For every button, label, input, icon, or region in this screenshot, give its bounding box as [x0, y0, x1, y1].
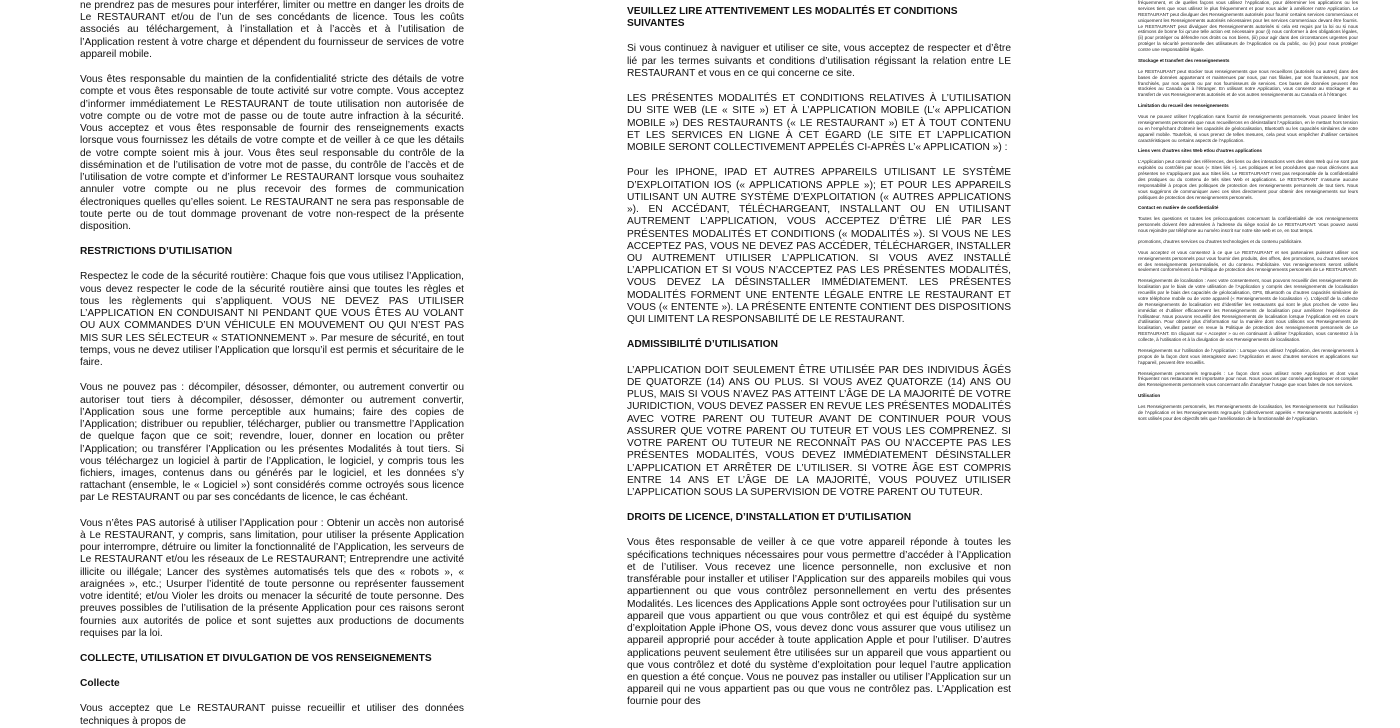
limit-heading: Limitation du recueil des renseignements: [1138, 103, 1229, 109]
right-column: [1138, 0, 1358, 500]
middle-column: [627, 0, 1011, 708]
unauthorized-use-paragraph: Vous n’êtes PAS autorisé à utiliser l’Application pour : Obtenir un accès non autorisé à Le RESTAURANT, y compris, sans limitation, pour utiliser la présente Application pour interrompre, détruire ou limiter la fonctionnalité de l’Application, les serveurs de Le RESTAURANT et/ou les réseaux de Le RESTAURANT; Entreprendre une activité illicite ou illégale; Lancer des systèmes automatisés tels que des « robots », « araignées », etc.; Usurper l’identité de toute personne ou représenter faussement votre identité; et/ou Violer les droits ou menacer la sécurité de toute personne. Des preuves possibles de l’utilisation de la présente Application pour ces raisons seront fournies aux autorités de police et sont sujettes aux productions de documents requises par la loi.: [80, 517, 464, 639]
collection-heading: COLLECTE, UTILISATION ET DIVULGATION DE VOS RENSEIGNEMENTS: [80, 653, 432, 665]
admissibility-heading: ADMISSIBILITÉ D’UTILISATION: [627, 339, 778, 351]
consent-paragraph: Vous acceptez et vous consentez à ce que Le RESTAURANT et ses partenaires puissent utiliser vos renseignements personnels pour vous fournir des produits, des offres, des promotions, ou d’autres services et des renseignements personnalisés, et du contenu. Publicitaire. Vos renseignements seront utilisés seulement conformément à la Politique de protection des renseignements personnels de Le RESTAURANT.: [1138, 249, 1358, 273]
collecte-paragraph: Vous acceptez que Le RESTAURANT puisse recueillir et utiliser des données techniques à propos de: [80, 703, 464, 727]
restrictions-heading: RESTRICTIONS D’UTILISATION: [80, 246, 233, 258]
storage-paragraph: Le RESTAURANT peut stocker tous renseignements que nous recueillons (autorisés ou autres) dans des bases de données appartenant et maintenues par nous, par nos filiales, par nos fournisseurs, par nos franchisés, par nos agents ou par nos fournisseurs de services. Ces bases de données peuvent être stockées au Canada ou à l’étranger. En utilisant notre Application, vous consentez au stockage et au transfert de vos Renseignements autorisés et de vos autres renseignements au Canada et à l’étranger.: [1138, 68, 1358, 98]
usage-paragraph: Renseignements sur l’utilisation de l’Application : Lorsque vous utilisez l’Application, des renseignements à propos de la façon dont vous interagissez avec l’Application et avec d’autres services et applications sur l’appareil, peuvent être recueillis.: [1138, 347, 1358, 365]
promotions-paragraph: promotions, d’autres services ou d’autres technologies et du contenu publicitaire.: [1138, 238, 1303, 244]
aggregated-paragraph: Renseignements personnels regroupés : Le façon dont vous utilisez notre Application et dont vous fréquentez nos restaurants est importante pour nous. Nous pouvons par conséquent regrouper et compiler des Renseignements personnels vous concernant afin d’analyser l’usage que vous faites de nos services.: [1138, 370, 1358, 388]
terms-paragraph: LES PRÉSENTES MODALITÉS ET CONDITIONS RELATIVES À L’UTILISATION DU SITE WEB (LE « SITE ») ET À L’APPLICATION MOBILE (L’« APPLICATION MOBILE ») DES RESTAURANTS (« LE RESTAURANT ») ET À TOUT CONTENU ET LES SERVICES EN LIGNE À CET ÉGARD (LE SITE ET L’APPLICATION MOBILE SERONT COLLECTIVEMENT APPELÉS CI-APRÈS L’« APPLICATION ») :: [627, 93, 1011, 154]
decompile-paragraph: Vous ne pouvez pas : décompiler, désosser, démonter, ou autrement convertir ou autoriser tout tiers à décompiler, désosser, démonter ou autrement convertir, l’Application sous une forme perceptible aux humains; faire des copies de l’Application; distribuer ou republier, télécharger, publier ou transmettre l’Application de quelque façon que ce soit; revendre, louer, donner en location ou prêter l’Application; ou transférer l’Application ou les présentes Modalités à tout tiers. Si vous téléchargez un logiciel à partir de l’Application, le logiciel, y compris tous les fichiers, images, contenus dans ou générés par le logiciel, et les données s’y rattachant (ensemble, le « Logiciel ») sont considérés comme octroyés sous licence par Le RESTAURANT ou par ses concédants de licence, le cas échéant.: [80, 382, 464, 504]
contact-heading: Contact en matière de confidentialité: [1138, 205, 1219, 211]
intro-paragraph: ne prendrez pas de mesures pour interférer, limiter ou mettre en danger les droits de Le RESTAURANT et/ou de l’un de ses concédants de licence. Tous les coûts associés au téléchargement, à l’installation et à l’accès et à l’utilisation de l’Application restent à votre charge et dépendent du fournisseur de services de votre appareil mobile.: [80, 0, 464, 60]
links-heading: Liens vers d’autres sites Web et/ou d’autres applications: [1138, 148, 1262, 154]
iphone-paragraph: Pour les IPHONE, IPAD ET AUTRES APPAREILS UTILISANT LE SYSTÈME D’EXPLOITATION IOS (« APPLICATIONS APPLE »); ET POUR LES APPAREILS UTILISANT UN AUTRE SYSTÈME D’EXPLOITATION (« AUTRES APPLICATIONS »). EN ACCÉDANT, TÉLÉCHARGEANT, INSTALLANT OU EN UTILISANT AUTREMENT L’APPLICATION, VOUS ACCEPTEZ D’ÊTRE LIÉ PAR LES PRÉSENTES MODALITÉS ET CONDITIONS (« MODALITÉS »). SI VOUS NE LES ACCEPTEZ PAS, VOUS NE DEVEZ PAS ACCÉDER, TÉLÉCHARGER, INSTALLER OU AUTREMENT UTILISER L’APPLICATION. SI VOUS AVEZ INSTALLÉ L’APPLICATION ET SI VOUS N’ACCEPTEZ PAS LES PRÉSENTES MODALITÉS, VOUS DEVEZ LA DÉSINSTALLER IMMÉDIATEMENT. LES PRÉSENTES MODALITÉS FORMENT UNE ENTENTE LÉGALE ENTRE LE RESTAURANT ET VOUS (« ENTENTE »). LA PRÉSENTE ENTENTE CONTIENT DES DISPOSITIONS QUI LIMITENT LA RESPONSABILITÉ DE LE RESTAURANT.: [627, 167, 1011, 326]
left-column: [80, 0, 464, 727]
collecte-subheading: Collecte: [80, 678, 120, 690]
location-paragraph: Renseignements de localisation : Avec votre consentement, nous pouvons recueillir des renseignements de localisation par le biais de votre utilisation de l’Application y compris des renseignements de localisation recueillis par le biais des capacités de géolocalisation, GPS, Bluetooth ou d’autres capacités similaires de votre téléphone mobile ou de votre appareil (« Renseignements de localisation »). L’objectif de la collecte de Renseignements de localisation est d’identifier les restaurants qui sont le plus proches de votre lieu immédiat et d’utiliser efficacement les Renseignements de localisation pour améliorer l’expérience de l’utilisateur. Nous pouvons recueillir des Renseignements de localisation lorsque l’Application est en cours d’utilisation. Pour obtenir plus d’information sur la manière dont nous utilisons vos Renseignements de localisation, veuillez passer en revue la Politique de protection des renseignements personnels de Le RESTAURANT. En cliquant sur « Accepter » ou en continuant à utiliser l’Application, vous consentez à la collecte, à l’utilisation et à la divulgation de vos Renseignements de localisation.: [1138, 278, 1358, 342]
road-safety-paragraph: Respectez le code de la sécurité routière: Chaque fois que vous utilisez l’Application, vous devez respecter le code de la sécurité routière ainsi que toutes les règles et tous les règlements qui s’appliquent. VOUS NE DEVEZ PAS UTILISER L’APPLICATION EN CONDUISANT NI PENDANT QUE VOUS ÊTES AU VOLANT OU AUX COMMANDES D’UN VÉHICULE EN MOUVEMENT OU QUI N’EST PAS MIS SUR LES SÉLECTEUR « STATIONNEMENT ». Par mesure de sécurité, en tout temps, vous ne devez utiliser l’Application que lorsqu’il est permis et sécuritaire de le faire.: [80, 271, 464, 369]
contact-paragraph: Toutes les questions et toutes les préoccupations concernant la confidentialité de vos renseignements personnels doivent être adressées à l’adresse du siège social de Le RESTAURANT. Vous pouvez aussi nous rejoindre par téléphone au numéro inscrit sur notre site web et ce, en tout temps.: [1138, 216, 1358, 233]
read-carefully-heading: VEUILLEZ LIRE ATTENTIVEMENT LES MODALITÉS ET CONDITIONS SUIVANTES: [627, 6, 958, 30]
license-heading: DROITS DE LICENCE, D’INSTALLATION ET D’UTILISATION: [627, 512, 912, 524]
links-paragraph: L’Application peut contenir des références, des liens ou des interactions vers des sites Web qui ne sont pas exploités ou contrôlés par nous (« Sites liés »). Les politiques et les procédures que nous décrivons aux présentes ne s’appliquent pas aux Sites liés. Le RESTAURANT n’est pas responsable de la confidentialité des pratiques ou du contenu de tels sites Web et applications. Le RESTAURANT n’assume aucune responsabilité à propos des politiques de protection des renseignements personnels de tout tiers. Nous vous suggérons de communiquer avec ces sites directement pour obtenir des renseignements sur leurs politiques de protection des renseignements personnels.: [1138, 159, 1358, 200]
account-paragraph: Vous êtes responsable du maintien de la confidentialité stricte des détails de votre compte et vous êtes responsable de toute activité sur votre compte. Vous acceptez d’informer immédiatement Le RESTAURANT de toute utilisation non autorisée de votre compte ou de votre mot de passe ou de toute autre infraction à la sécurité. Vous acceptez et vous êtes responsable de fournir des renseignements exacts lorsque vous fournissez les détails de votre compte et de veiller à ce que les détails de votre compte soient mis à jour. Vous êtes seul responsable du contrôle de la dissémination et de l’utilisation de votre mot de passe, du contrôle de l’accès et de l’utilisation de votre compte et d’informer Le RESTAURANT lorsque vous souhaitez annuler votre compte ou ne plus recevoir des formes de communication électroniques quelles qu’elles soient. Le RESTAURANT ne sera pas responsable de toute perte ou de tout dommage provenant de votre non-respect de la présente disposition.: [80, 74, 464, 232]
use-paragraph: Les Renseignements personnels, les Renseignements de localisation, les Renseignements sur l’utilisation de l’Application et les Renseignements regroupés (collectivement appelés « Renseignements autorisés ») sont utilisés pour des objectifs tels que l’amélioration de la fonctionnalité de l’Application.: [1138, 404, 1358, 421]
use-heading: Utilisation: [1138, 393, 1161, 399]
admissibility-paragraph: L’APPLICATION DOIT SEULEMENT ÊTRE UTILISÉE PAR DES INDIVIDUS ÂGÉS DE QUATORZE (14) ANS OU PLUS. SI VOUS AVEZ QUATORZE (14) ANS OU PLUS, MAIS SI VOUS N’AVEZ PAS ATTEINT L’ÂGE DE LA MAJORITÉ DE VOTRE JURIDICTION, VOUS DEVEZ PASSER EN REVUE LES PRÉSENTES MODALITÉS AVEC VOTRE PARENT OU TUTEUR AVANT DE CONTINUER POUR VOUS ASSURER QUE VOTRE PARENT OU TUTEUR ET VOUS LES COMPRENEZ. SI VOTRE PARENT OU TUTEUR NE RECONNAÎT PAS OU N’ACCEPTE PAS LES PRÉSENTES MODALITÉS, VOUS DEVEZ IMMÉDIATEMENT DÉSINSTALLER L’APPLICATION ET ARRÊTER DE L’UTILISER. SI VOTRE ÂGE EST COMPRIS ENTRE 14 ANS ET L’ÂGE DE LA MAJORITÉ, VOUS POUVEZ UTILISER L’APPLICATION SOUS LA SUPERVISION DE VOTRE PARENT OU TUTEUR.: [627, 364, 1011, 498]
disclosure-paragraph: fréquemment, et de quelles façons vous utilisez l’Application, pour déterminer les applications ou les services tiers que vous utilisez le plus fréquemment et pour nous aider à améliorer notre Application. Le RESTAURANT peut divulguer des Renseignements autorisés pour fournir certains services commerciaux et uniquement les Renseignements autorisés nécessaires pour les services commerciaux devant être fournis. Le RESTAURANT peut divulguer des Renseignements autorisés si cela est requis par la loi ou si nous estimons de bonne foi qu’une telle action est nécessaire pour (i) nous conformer à des obligations légales, (ii) pour protéger ou défendre nos droits ou nos biens, (iii) pour agir dans des circonstances urgentes pour protéger la sécurité personnelle des utilisateurs de l’Application ou du public, ou (iv) pour nous protéger contre une responsabilité légale.: [1138, 0, 1358, 52]
storage-heading: Stockage et transfert des renseignements: [1138, 57, 1230, 63]
limit-paragraph: Vous ne pouvez utiliser l’Application sans fournir de renseignements personnels. Vous pouvez limiter les renseignements personnels que nous recueillerons en désinstallant l’Application, en le mettant hors tension ou en l’empêchant d’obtenir les capacités de géolocalisation, Bluetooth ou les capacités similaires de votre appareil mobile. Toutefois, si vous prenez de telles mesures, cela peut vous empêcher d’utiliser certaines caractéristiques ou certains aspects de l’Application.: [1138, 114, 1358, 143]
continue-paragraph: Si vous continuez à naviguer et utiliser ce site, vous acceptez de respecter et d’être lié par les termes suivants et conditions d’utilisation régissant la relation entre LE RESTAURANT et vous en ce qui concerne ce site.: [627, 43, 1011, 79]
license-paragraph: Vous êtes responsable de veiller à ce que votre appareil réponde à toutes les spécifications techniques nécessaires pour vous permettre d’accéder à l’Application et de l’utiliser. Vous recevez une licence personnelle, non exclusive et non transférable pour installer et utiliser l’Application sur des appareils mobiles qui vous appartiennent ou que vous contrôlez personnellement en vertu des présentes Modalités. Les licences des Applications Apple sont octroyées pour l’utilisation sur un appareil que vous appartient ou que vous contrôlez et qui est équipé du système d’exploitation Apple iPhone OS, vous devez donc vous assurer que vous utilisez un appareil approprié pour accéder à toute application Apple et pour l’utiliser. D’autres applications peuvent seulement être utilisées sur un appareil que vous appartient ou que vous contrôlez et doté du système d’exploitation pour lequel l’autre application en question a été conçue. Vous ne pouvez pas installer ou utiliser l’Application sur un appareil qui ne vous appartient pas ou que vous ne contrôlez pas. L’Application est fournie pour des: [627, 537, 1011, 708]
